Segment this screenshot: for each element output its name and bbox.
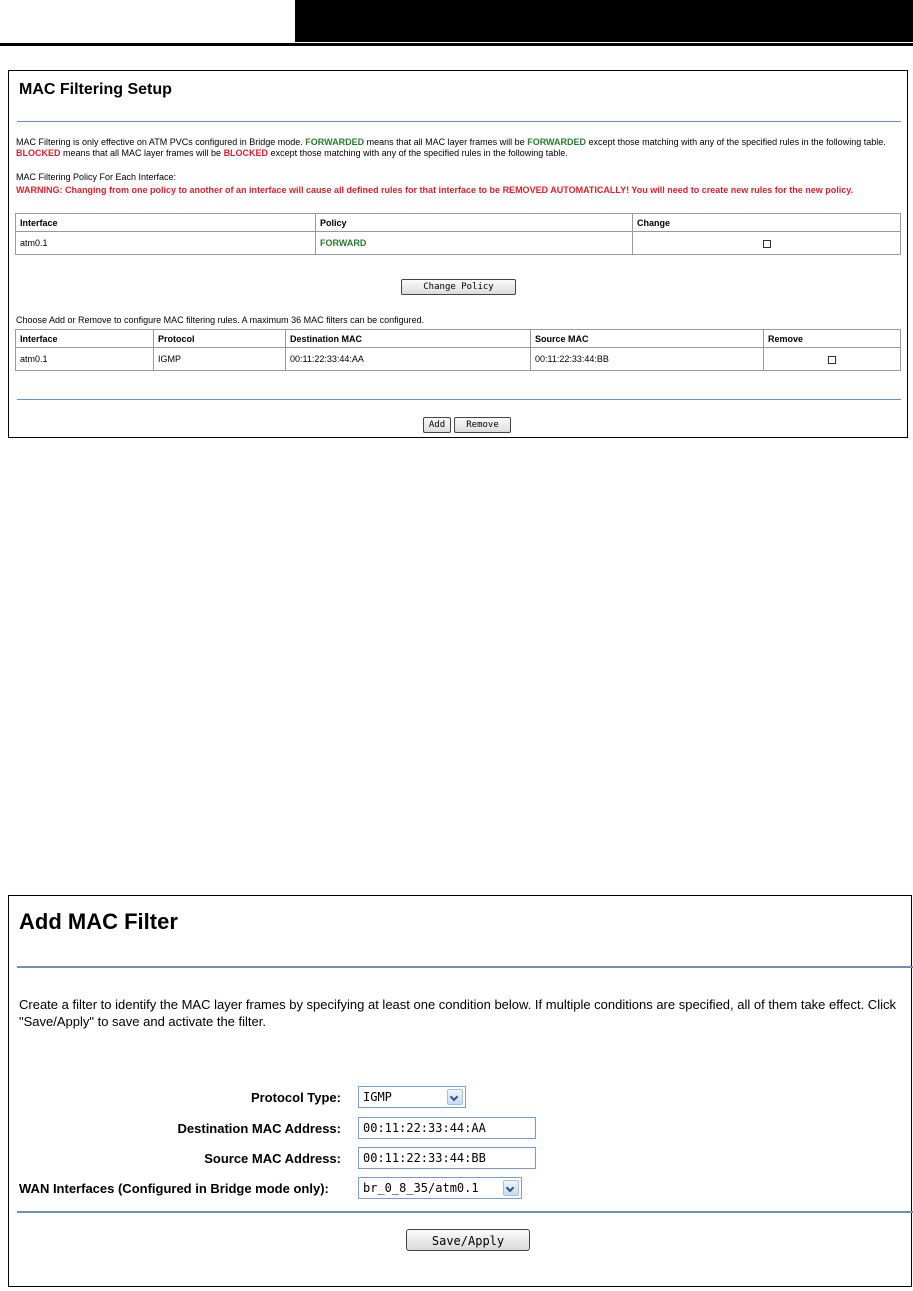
cell-remove — [764, 348, 901, 371]
policy-warning: WARNING: Changing from one policy to another of an interface will cause all defined rules for that interface to be REMOVED AUTOMATICALLY! You will need to create new rules for the new policy. — [16, 185, 854, 195]
wan-interfaces-value: br_0_8_35/atm0.1 — [363, 1181, 479, 1195]
policy-table — [15, 213, 901, 255]
header-change: Change — [633, 214, 901, 232]
description: Create a filter to identify the MAC layer frames by specifying at least one condition below. If multiple conditions are specified, all of them take effect. Click "Save/Apply" to save and activate the filter. — [19, 997, 896, 1029]
forwarded-keyword: FORWARDED — [527, 137, 587, 147]
rules-instructions: Choose Add or Remove to configure MAC filtering rules. A maximum 36 MAC filters can be configured. — [16, 315, 425, 325]
page-title: Add MAC Filter — [19, 909, 178, 934]
header-bar — [295, 0, 913, 42]
table-row — [16, 348, 901, 371]
chevron-down-icon[interactable] — [447, 1089, 463, 1105]
protocol-type-select[interactable] — [358, 1086, 466, 1108]
table-header-row — [16, 330, 901, 348]
wan-interfaces-label: WAN Interfaces (Configured in Bridge mode only): — [19, 1181, 329, 1196]
header-rule — [0, 43, 913, 46]
destination-mac-label: Destination MAC Address: — [177, 1121, 341, 1136]
source-mac-label: Source MAC Address: — [204, 1151, 341, 1166]
title-divider — [17, 966, 913, 968]
policy-heading: MAC Filtering Policy For Each Interface: — [16, 172, 177, 182]
desc-text: except those matching with any of the specified rules in the following table. — [268, 148, 568, 158]
header-interface: Interface — [16, 330, 154, 348]
mac-filtering-setup-panel — [8, 70, 908, 438]
header-policy: Policy — [316, 214, 633, 232]
table-row — [16, 232, 901, 255]
cell-policy: FORWARD — [316, 232, 633, 255]
table-header-row — [16, 214, 901, 232]
desc-text: means that all MAC layer frames will be — [60, 148, 224, 158]
remove-checkbox[interactable] — [828, 356, 836, 364]
change-policy-button[interactable]: Change Policy — [401, 279, 516, 295]
title-divider — [17, 121, 901, 122]
blocked-keyword: BLOCKED — [16, 148, 61, 158]
save-apply-button[interactable]: Save/Apply — [406, 1229, 530, 1251]
change-checkbox[interactable] — [763, 240, 771, 248]
cell-source-mac: 00:11:22:33:44:BB — [531, 348, 764, 371]
cell-change — [633, 232, 901, 255]
blocked-keyword: BLOCKED — [223, 148, 269, 158]
wan-interfaces-select[interactable] — [358, 1177, 522, 1199]
cell-destination-mac: 00:11:22:33:44:AA — [286, 348, 531, 371]
header-remove: Remove — [764, 330, 901, 348]
desc-text: MAC Filtering is only effective on ATM PVCs configured in Bridge mode. — [16, 137, 306, 147]
cell-protocol: IGMP — [154, 348, 286, 371]
header-interface: Interface — [16, 214, 316, 232]
description — [16, 137, 900, 159]
header-source-mac: Source MAC — [531, 330, 764, 348]
header-protocol: Protocol — [154, 330, 286, 348]
remove-button[interactable]: Remove — [454, 417, 511, 433]
add-button[interactable]: Add — [423, 417, 451, 433]
bottom-divider — [17, 399, 901, 400]
protocol-type-label: Protocol Type: — [250, 1090, 341, 1105]
bottom-divider — [17, 1211, 913, 1213]
page-title: MAC Filtering Setup — [19, 81, 172, 98]
protocol-type-value: IGMP — [363, 1090, 392, 1104]
header-destination-mac: Destination MAC — [286, 330, 531, 348]
chevron-down-icon[interactable] — [503, 1180, 519, 1196]
desc-text: means that all MAC layer frames will be — [364, 137, 528, 147]
forwarded-keyword: FORWARDED — [305, 137, 365, 147]
source-mac-input[interactable] — [358, 1147, 536, 1169]
rules-table — [15, 329, 901, 371]
desc-text: except those matching with any of the specified rules in the following table. — [586, 137, 886, 147]
add-mac-filter-panel — [8, 895, 912, 1287]
cell-interface: atm0.1 — [16, 232, 316, 255]
destination-mac-input[interactable] — [358, 1117, 536, 1139]
cell-interface: atm0.1 — [16, 348, 154, 371]
